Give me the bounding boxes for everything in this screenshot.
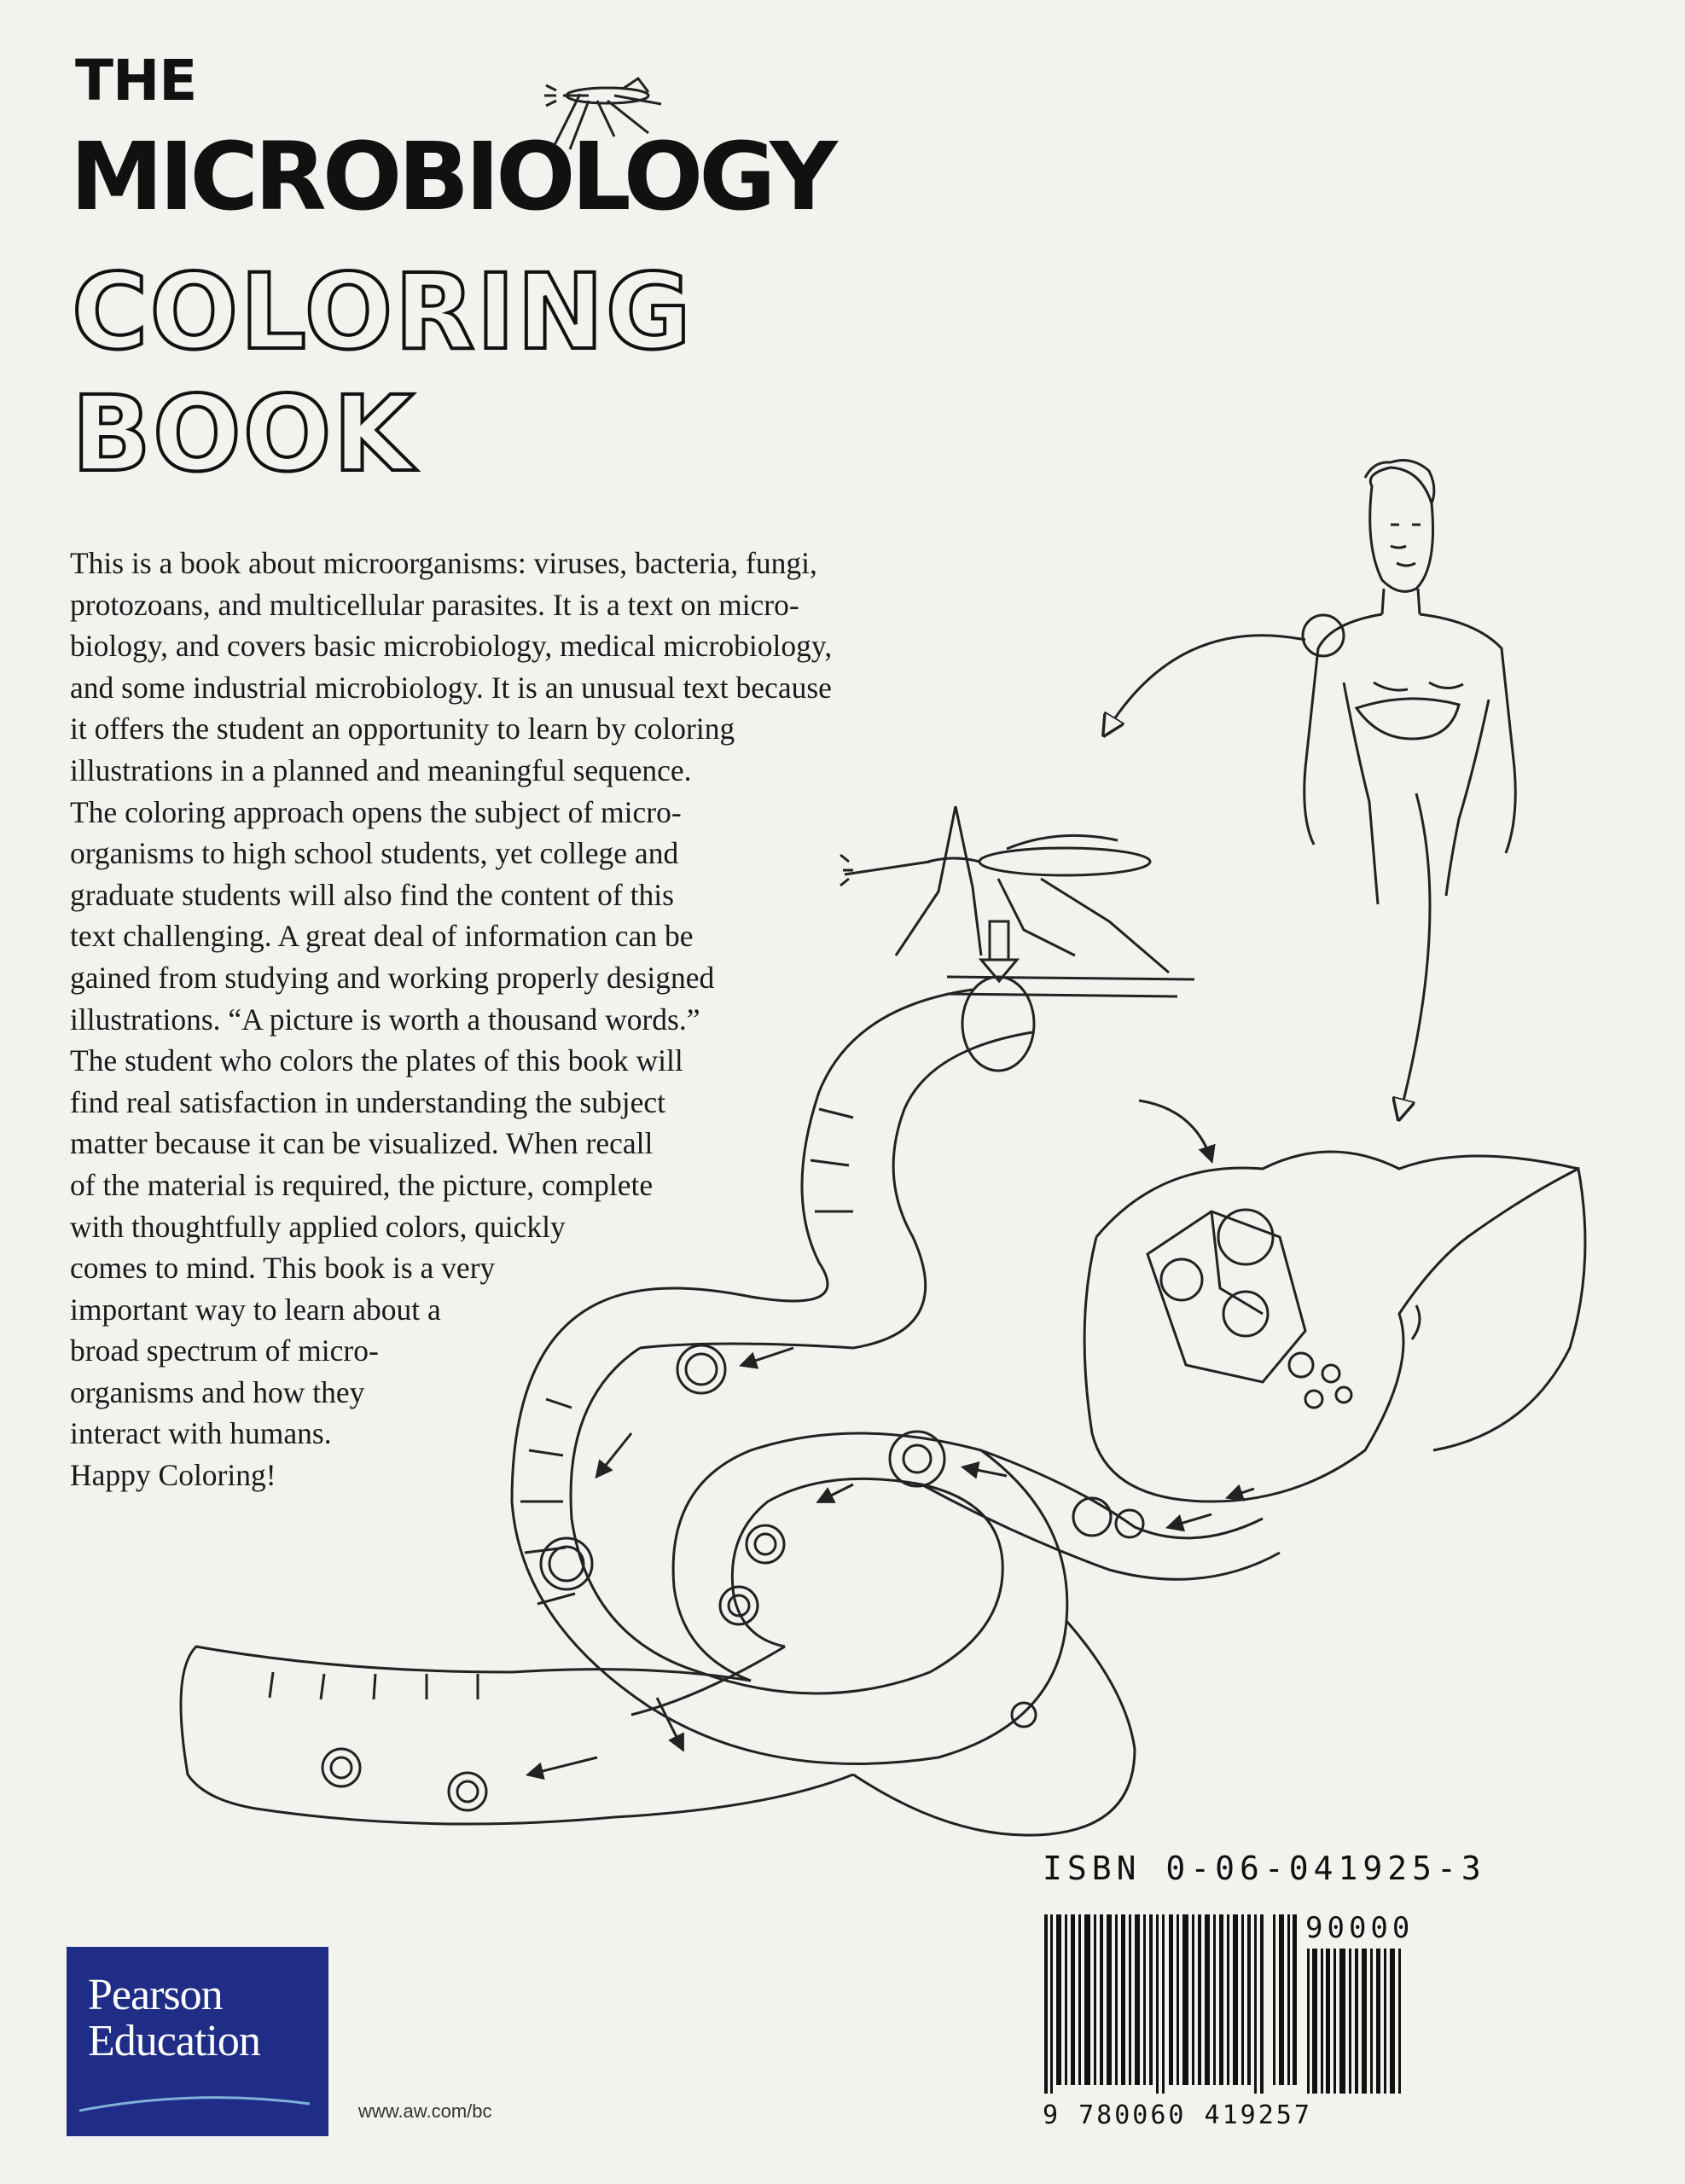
blurb-line: illustrations. “A picture is worth a thousand words.” xyxy=(70,1002,700,1037)
blurb-line: The student who colors the plates of this book will xyxy=(70,1043,683,1078)
title-microbiology: MICROBIOLOGY xyxy=(70,122,834,231)
blurb-line: interact with humans. xyxy=(70,1416,332,1451)
blurb-line: find real satisfaction in understanding the subject xyxy=(70,1084,665,1119)
blurb-line: important way to learn about a xyxy=(70,1292,441,1327)
blurb-line: organisms and how they xyxy=(70,1374,365,1409)
blurb-line: text challenging. A great deal of information can be xyxy=(70,919,694,954)
publisher-logo xyxy=(67,1947,328,2136)
description-text xyxy=(70,543,832,1496)
blurb-line: comes to mind. This book is a very xyxy=(70,1251,496,1286)
website-link[interactable]: www.aw.com/bc xyxy=(358,2100,492,2122)
blurb-line: illustrations in a planned and meaningful sequence. xyxy=(70,752,692,787)
swoosh-icon xyxy=(75,2092,314,2117)
blurb-line: gained from studying and working properly designed xyxy=(70,960,715,995)
isbn-text: ISBN 0-06-041925-3 xyxy=(1043,1850,1486,1887)
publisher-name-line2: Education xyxy=(88,2017,260,2065)
blurb-line: protozoans, and multicellular parasites. It is a text on micro- xyxy=(70,587,799,622)
blurb-line: of the material is required, the picture, complete xyxy=(70,1167,654,1202)
blurb-line: with thoughtfully applied colors, quickly xyxy=(70,1209,566,1244)
mosquito-icon xyxy=(840,806,1194,996)
blurb-line: organisms to high school students, yet college and xyxy=(70,836,679,871)
blurb-line: graduate students will also find the content of this xyxy=(70,877,674,912)
blurb-line: broad spectrum of micro- xyxy=(70,1333,379,1368)
blurb-line: matter because it can be visualized. When recall xyxy=(70,1126,654,1161)
blurb-line: This is a book about microorganisms: viruses, bacteria, fungi, xyxy=(70,546,817,580)
title-book: BOOK xyxy=(72,374,415,495)
title-coloring: COLORING xyxy=(72,252,693,373)
barcode-ean-number: 9 780060 419257 xyxy=(1043,2100,1312,2130)
title-the: THE xyxy=(75,48,197,113)
blurb-line: and some industrial microbiology. It is an unusual text because xyxy=(70,670,832,705)
publisher-name-line1: Pearson xyxy=(88,1971,223,2019)
barcode-addon-number: 90000 xyxy=(1305,1911,1415,1945)
blurb-line: The coloring approach opens the subject of micro- xyxy=(70,794,682,829)
blurb-line: biology, and covers basic microbiology, medical microbiology, xyxy=(70,629,833,664)
blurb-line: it offers the student an opportunity to learn by coloring xyxy=(70,712,735,746)
blurb-line: Happy Coloring! xyxy=(70,1458,276,1493)
human-figure-icon xyxy=(1303,461,1515,904)
liver-icon xyxy=(1084,1152,1585,1502)
